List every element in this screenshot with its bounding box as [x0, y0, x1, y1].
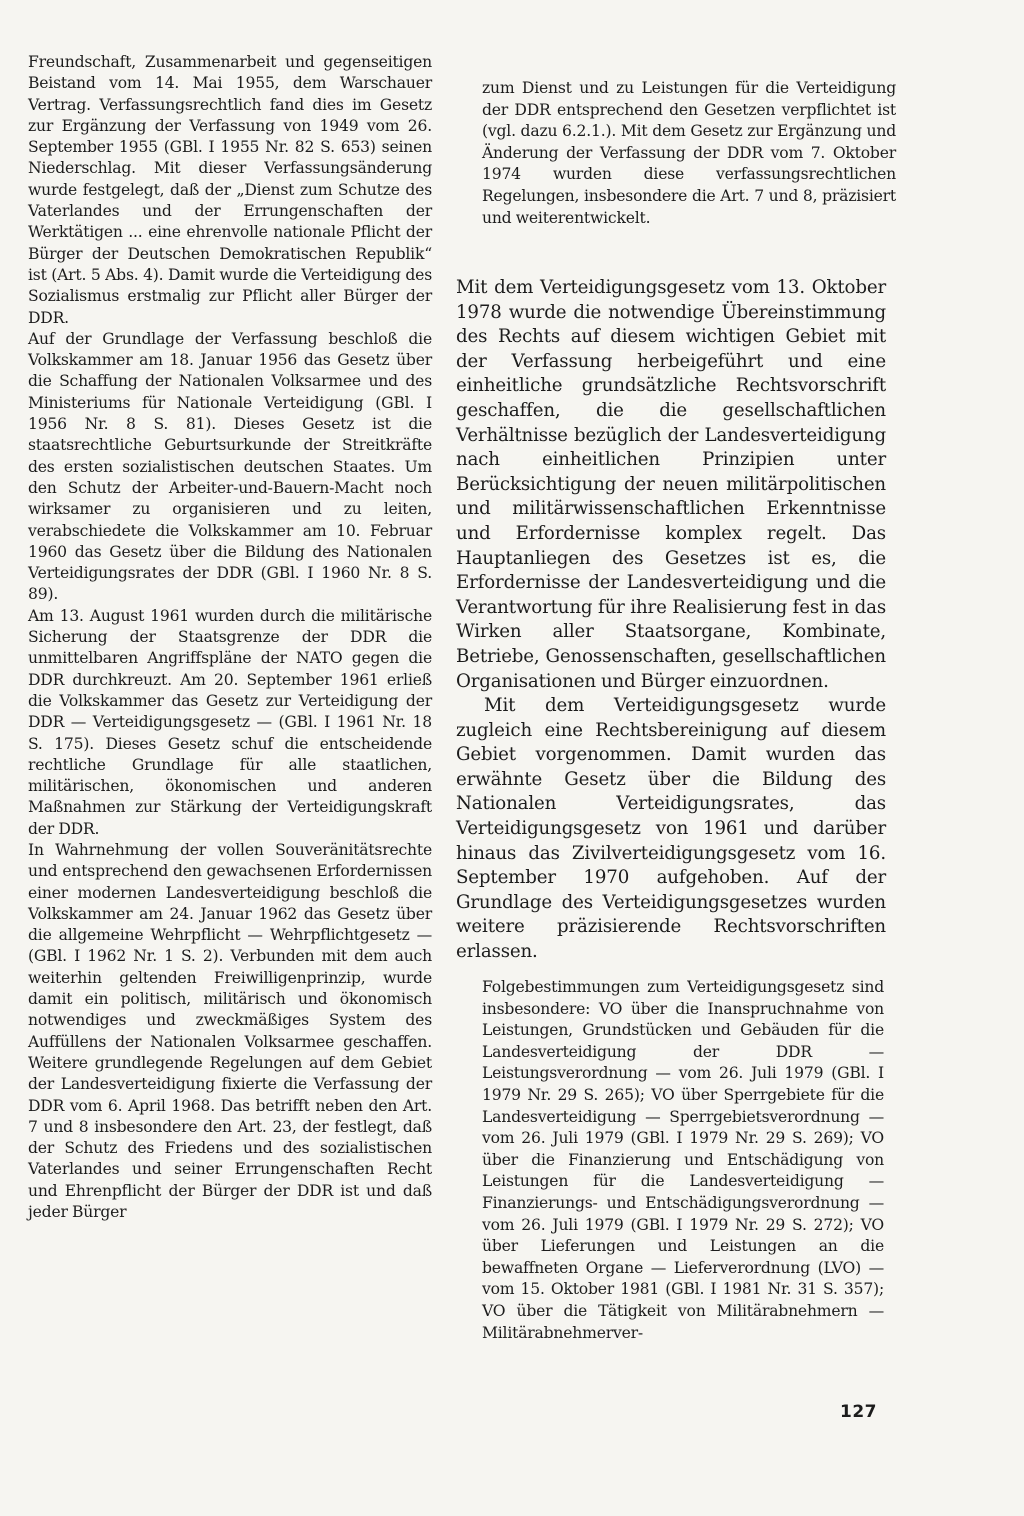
- left-paragraph: Freundschaft, Zusammenarbeit und gegenseitigen Beistand vom 14. Mai 1955, dem Warschauer Vertrag. Verfassungsrechtlich fand dies im Gesetz zur Ergänzung der Verfassung von 1949 vom 26. September 1955 (GBl. I 1955 Nr. 82 S. 653) seinen Niederschlag. Mit dieser Verfassungsänderung wurde festgelegt, daß der „Dienst zum Schutze des Vaterlandes und der Errungenschaften der Werktätigen ... eine ehrenvolle nationale Pflicht der Bürger der Deutschen Demokratischen Republik“ ist (Art. 5 Abs. 4). Damit wurde die Verteidigung des Sozialismus erstmalig zur Pflicht aller Bürger der DDR.: [28, 53, 432, 327]
- left-column: [28, 52, 432, 1223]
- right-note-paragraph: Folgebestimmungen zum Verteidigungsgesetz sind insbesondere: VO über die Inanspruchnahme von Leistungen, Grundstücken und Gebäuden für die Landesverteidigung der DDR — Leistungsverordnung — vom 26. Juli 1979 (GBl. I 1979 Nr. 29 S. 265); VO über Sperrgebiete für die Landesverteidigung — Sperrgebietsverordnung — vom 26. Juli 1979 (GBl. I 1979 Nr. 29 S. 269); VO über die Finanzierung und Entschädigung von Leistungen für die Landesverteidigung — Finanzierungs- und Entschädigungsverordnung — vom 26. Juli 1979 (GBl. I 1979 Nr. 29 S. 272); VO über Lieferungen und Leistungen an die bewaffneten Organe — Lieferverordnung (LVO) — vom 15. Oktober 1981 (GBl. I 1981 Nr. 31 S. 357); VO über die Tätigkeit von Militärabnehmern — Militärabnehmerver-: [482, 978, 884, 1342]
- right-main-paragraph: Mit dem Verteidigungsgesetz wurde zugleich eine Rechtsbereinigung auf diesem Gebiet vorgenommen. Damit wurden das erwähnte Gesetz über die Bildung des Nationalen Verteidigungsrates, das Verteidigungsgesetz von 1961 und darüber hinaus das Zivilverteidigungsgesetz vom 16. September 1970 aufgehoben. Auf der Grundlage des Verteidigungsgesetzes wurden weitere präzisierende Rechtsvorschriften erlassen.: [456, 695, 886, 963]
- page-number: 127: [840, 1402, 877, 1422]
- right-top-block: [482, 78, 896, 229]
- right-main-block: [456, 276, 886, 965]
- left-paragraph: Am 13. August 1961 wurden durch die militärische Sicherung der Staatsgrenze der DDR die unmittelbaren Angriffspläne der NATO gegen die DDR durchkreuzt. Am 20. September 1961 erließ die Volkskammer das Gesetz zur Verteidigung der DDR — Verteidigungsgesetz — (GBl. I 1961 Nr. 18 S. 175). Dieses Gesetz schuf die entscheidende rechtliche Grundlage für alle staatlichen, militärischen, ökonomischen und anderen Maßnahmen zur Stärkung der Verteidigungskraft der DDR.: [28, 606, 432, 838]
- right-main-paragraph: Mit dem Verteidigungsgesetz vom 13. Oktober 1978 wurde die notwendige Übereinstimmung des Rechts auf diesem wichtigen Gebiet mit der Verfassung herbeigeführt und eine einheitliche grundsätzliche Rechtsvorschrift geschaffen, die die gesellschaftlichen Verhältnisse bezüglich der Landesverteidigung nach einheitlichen Prinzipien unter Berücksichtigung der neuen militärpolitischen und militärwissenschaftlichen Erkenntnisse und Erfordernisse komplex regelt. Das Hauptanliegen des Gesetzes ist es, die Erfordernisse der Landesverteidigung und die Verantwortung für ihre Realisierung fest in das Wirken aller Staatsorgane, Kombinate, Betriebe, Genossenschaften, gesellschaftlichen Organisationen und Bürger einzuordnen.: [456, 277, 886, 692]
- left-paragraph: Auf der Grundlage der Verfassung beschloß die Volkskammer am 18. Januar 1956 das Gesetz über die Schaffung der Nationalen Volksarmee und des Ministeriums für Nationale Verteidigung (GBl. I 1956 Nr. 8 S. 81). Dieses Gesetz ist die staatsrechtliche Geburtsurkunde der Streitkräfte des ersten sozialistischen deutschen Staates. Um den Schutz der Arbeiter-und-Bauern-Macht noch wirksamer zu organisieren und zu leiten, verabschiedete die Volkskammer am 10. Februar 1960 das Gesetz über die Bildung des Nationalen Verteidigungsrates der DDR (GBl. I 1960 Nr. 8 S. 89).: [28, 329, 432, 604]
- right-note-block: [482, 977, 884, 1344]
- left-paragraph: In Wahrnehmung der vollen Souveränitätsrechte und entsprechend den gewachsenen Erfordernissen einer modernen Landesverteidigung beschloß die Volkskammer am 24. Januar 1962 das Gesetz über die allgemeine Wehrpflicht — Wehrpflichtgesetz — (GBl. I 1962 Nr. 1 S. 2). Verbunden mit dem auch weiterhin geltenden Freiwilligenprinzip, wurde damit ein politisch, militärisch und ökonomisch notwendiges und zweckmäßiges System des Auffüllens der Nationalen Volksarmee geschaffen. Weitere grundlegende Regelungen auf dem Gebiet der Landesverteidigung fixierte die Verfassung der DDR vom 6. April 1968. Das betrifft neben den Art. 7 und 8 insbesondere den Art. 23, der festlegt, daß der Schutz des Friedens und des sozialistischen Vaterlandes und seiner Errungenschaften Recht und Ehrenpflicht der Bürger der DDR ist und daß jeder Bürger: [28, 840, 432, 1222]
- right-top-paragraph: zum Dienst und zu Leistungen für die Verteidigung der DDR entsprechend den Gesetzen verpflichtet ist (vgl. dazu 6.2.1.). Mit dem Gesetz zur Ergänzung und Änderung der Verfassung der DDR vom 7. Oktober 1974 wurden diese verfassungsrechtlichen Regelungen, insbesondere die Art. 7 und 8, präzisiert und weiterentwickelt.: [482, 79, 896, 227]
